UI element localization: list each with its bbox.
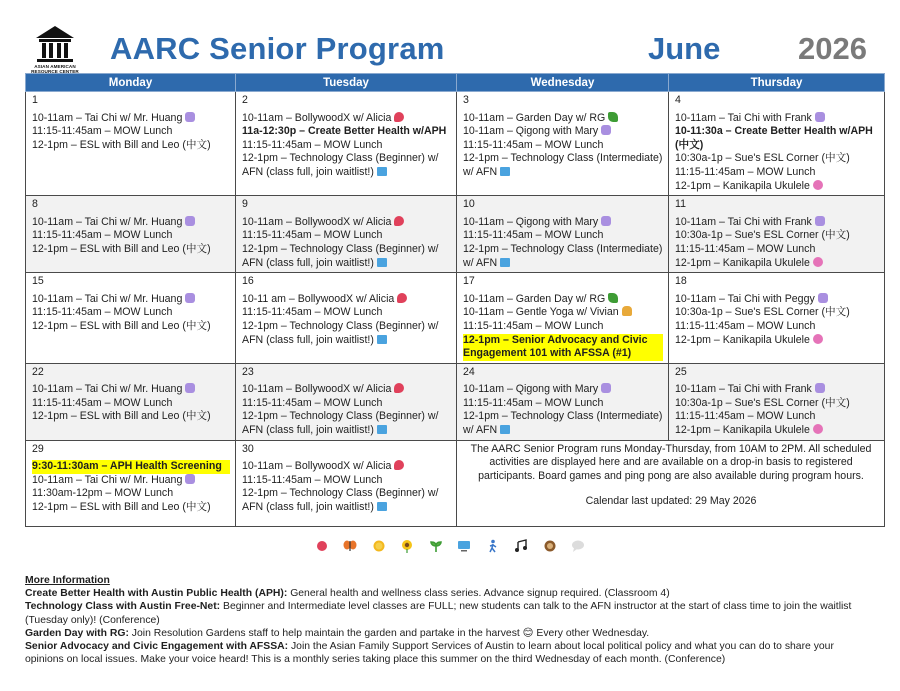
event-text: 12-1pm – Technology Class (Beginner) w/ AFN (class full, join waitlist!)	[242, 410, 439, 437]
event-text: 11:15-11:45am – MOW Lunch	[463, 138, 604, 151]
more-info-text: Join the Asian Family Support Services of Austin to learn about local political policy and what you can do to share your opinions on local issues. Make your voice heard! This is a monthly series taking place this summer on the third Wednesday of each month. (Conference)	[25, 641, 834, 666]
calendar-event	[242, 383, 451, 397]
calendar-event	[242, 487, 451, 514]
calendar-event	[675, 180, 879, 194]
tai-chi-icon	[815, 216, 825, 226]
event-text: 10:30a-1p – Sue's ESL Corner (中文)	[675, 396, 850, 409]
event-text: 10:30a-1p – Sue's ESL Corner (中文)	[675, 229, 850, 242]
calendar-event	[32, 125, 230, 139]
event-text: 11:15-11:45am – MOW Lunch	[675, 410, 816, 423]
event-text: 10-11am – Garden Day w/ RG	[463, 292, 606, 305]
tai-chi-icon	[185, 112, 195, 122]
more-info-text: General health and wellness class series. Advance signup required. (Classroom 4)	[287, 588, 670, 600]
day-header-tuesday: Tuesday	[236, 74, 457, 92]
day-number: 29	[32, 442, 44, 455]
event-text: 10-11am – Qigong with Mary	[463, 125, 599, 138]
tai-chi-icon	[815, 383, 825, 393]
event-text: 12-1pm – ESL with Bill and Leo (中文)	[32, 138, 211, 151]
calendar-event	[32, 243, 230, 257]
computer-icon	[500, 167, 510, 176]
calendar-event	[242, 152, 451, 179]
speech-bubble-icon	[571, 539, 585, 553]
tai-chi-icon	[815, 112, 825, 122]
day-number: 18	[675, 275, 687, 288]
calendar-event	[32, 383, 230, 397]
event-text: 10-11am – Tai Chi w/ Mr. Huang	[32, 215, 183, 228]
day-number: 25	[675, 365, 687, 378]
calendar-event	[32, 501, 230, 515]
computer-icon	[377, 167, 387, 176]
event-text: 10-11am – BollywoodX w/ Alicia	[242, 460, 392, 473]
computer-icon	[377, 425, 387, 434]
yoga-icon	[622, 306, 632, 316]
event-text: 12-1pm – ESL with Bill and Leo (中文)	[32, 319, 211, 332]
calendar-event	[675, 166, 879, 180]
calendar-event	[675, 152, 879, 166]
event-text: 11a-12:30p – Create Better Health w/APH	[242, 125, 447, 138]
day-cell	[26, 363, 236, 440]
event-text: 10-11am – BollywoodX w/ Alicia	[242, 215, 392, 228]
calendar-event	[675, 243, 879, 257]
dance-icon	[397, 293, 407, 303]
calendar-event	[675, 293, 879, 307]
more-info-text: Beginner and Intermediate level classes are FULL; new students can talk to the AFN instructor at the start of class time to join the waitlist (Tuesday only)! (Conference)	[25, 601, 852, 626]
event-text: 10-11am – Qigong with Mary	[463, 383, 599, 396]
day-header-monday: Monday	[26, 74, 236, 92]
sun-icon	[372, 539, 386, 553]
day-number: 9	[242, 198, 248, 211]
garden-icon	[608, 112, 618, 122]
more-info-item	[25, 587, 875, 600]
computer-icon	[500, 258, 510, 267]
calendar-event	[32, 139, 230, 153]
day-number: 8	[32, 198, 38, 211]
event-text: 11:15-11:45am – MOW Lunch	[242, 229, 383, 242]
event-text: 12-1pm – Technology Class (Intermediate) w/ AFN	[463, 242, 663, 269]
person-walking-icon	[486, 539, 500, 553]
more-info-label: Senior Advocacy and Civic Engagement with AFSSA:	[25, 641, 289, 653]
event-text: 12-1pm – ESL with Bill and Leo (中文)	[32, 242, 211, 255]
day-number: 3	[463, 94, 469, 106]
calendar-event	[242, 460, 451, 474]
day-number: 4	[675, 94, 681, 106]
ukulele-icon	[813, 424, 823, 434]
day-cell	[457, 92, 669, 196]
building-icon	[30, 24, 80, 64]
day-number: 30	[242, 442, 254, 455]
event-text: 11:15-11:45am – MOW Lunch	[675, 242, 816, 255]
event-text: 9:30-11:30am – APH Health Screening	[32, 460, 222, 473]
event-text: 12-1pm – Kanikapila Ukulele	[675, 333, 810, 346]
calendar-week-row	[26, 440, 885, 526]
day-cell	[457, 196, 669, 273]
calendar-event	[242, 139, 451, 153]
calendar-event	[675, 397, 879, 411]
calendar-event	[32, 293, 230, 307]
calendar-event	[32, 474, 230, 488]
event-text: 11:15-11:45am – MOW Lunch	[463, 319, 604, 332]
event-text: 11:15-11:45am – MOW Lunch	[675, 165, 816, 178]
aarc-logo	[30, 24, 80, 74]
butterfly-icon	[343, 539, 357, 553]
day-cell	[669, 273, 885, 364]
event-text: 11:30am-12pm – MOW Lunch	[32, 487, 174, 500]
garden-icon	[608, 293, 618, 303]
calendar-event	[463, 306, 663, 320]
more-info-label: Technology Class with Austin Free-Net:	[25, 601, 221, 613]
calendar-event	[463, 293, 663, 307]
calendar-event	[242, 293, 451, 307]
ukulele-icon	[813, 257, 823, 267]
tai-chi-icon	[185, 474, 195, 484]
ukulele-icon	[813, 334, 823, 344]
day-cell	[457, 273, 669, 364]
event-text: 10-11am – Tai Chi w/ Mr. Huang	[32, 292, 183, 305]
event-text: 12-1pm – Technology Class (Beginner) w/ AFN (class full, join waitlist!)	[242, 152, 439, 178]
event-text: 12-1pm – Kanikapila Ukulele	[675, 424, 810, 437]
page-header	[0, 0, 900, 72]
event-text: 10-11am – Tai Chi with Frank	[675, 111, 812, 124]
calendar-event	[32, 306, 230, 320]
day-cell	[457, 363, 669, 440]
calendar-event	[463, 243, 663, 270]
calendar-event	[242, 397, 451, 411]
calendar-event	[32, 320, 230, 334]
day-number: 10	[463, 198, 475, 211]
calendar-event	[675, 229, 879, 243]
day-header-thursday: Thursday	[669, 74, 885, 92]
event-text: 11:15-11:45am – MOW Lunch	[675, 319, 816, 332]
calendar-event	[675, 334, 879, 348]
event-text: 11:15-11:45am – MOW Lunch	[242, 306, 383, 319]
day-cell	[26, 92, 236, 196]
music-notes-icon	[514, 539, 528, 553]
event-text: 10-11am – Tai Chi w/ Mr. Huang	[32, 383, 183, 396]
tai-chi-icon	[185, 293, 195, 303]
event-text: 10-11am – BollywoodX w/ Alicia	[242, 111, 392, 124]
computer-icon	[457, 539, 471, 553]
calendar-event	[463, 229, 663, 243]
calendar-event	[242, 410, 451, 437]
event-text: 12-1pm – Technology Class (Beginner) w/ AFN (class full, join waitlist!)	[242, 319, 439, 346]
day-cell	[236, 92, 457, 196]
event-text: 10-11am – Tai Chi with Frank	[675, 383, 812, 396]
calendar-event	[32, 229, 230, 243]
calendar-event	[463, 125, 663, 139]
event-text: 10-11am – Gentle Yoga w/ Vivian	[463, 306, 619, 319]
calendar-event	[242, 216, 451, 230]
sunflower-icon	[400, 539, 414, 553]
calendar-event	[242, 243, 451, 270]
dance-icon	[394, 216, 404, 226]
calendar-event	[463, 383, 663, 397]
more-info-title: More Information	[25, 575, 110, 586]
calendar-week-row	[26, 196, 885, 273]
calendar-header-row	[26, 74, 885, 92]
calendar-event	[242, 320, 451, 347]
event-text: 10-11am – Tai Chi w/ Mr. Huang	[32, 473, 183, 486]
calendar-event	[675, 112, 879, 126]
calendar-event	[675, 257, 879, 271]
calendar-week-row	[26, 92, 885, 196]
event-text: 11:15-11:45am – MOW Lunch	[463, 396, 604, 409]
event-text: 10-11 am – BollywoodX w/ Alicia	[242, 292, 395, 305]
event-text: 12-1pm – Technology Class (Intermediate) w/ AFN	[463, 152, 663, 178]
calendar-event	[675, 320, 879, 334]
calendar-event	[675, 306, 879, 320]
day-header-wednesday: Wednesday	[457, 74, 669, 92]
calendar-week-row	[26, 363, 885, 440]
calendar-event	[32, 112, 230, 126]
calendar-event	[675, 410, 879, 424]
more-information	[25, 574, 875, 666]
calendar-event	[242, 125, 451, 139]
computer-icon	[377, 335, 387, 344]
event-text: 11:15-11:45am – MOW Lunch	[32, 229, 173, 242]
page-title: AARC Senior Program	[110, 31, 445, 66]
calendar-event	[32, 487, 230, 501]
computer-icon	[500, 425, 510, 434]
more-info-item	[25, 640, 875, 666]
calendar-event	[32, 397, 230, 411]
day-number: 15	[32, 275, 44, 288]
event-text: 12-1pm – Technology Class (Intermediate) w/ AFN	[463, 410, 663, 437]
more-info-text: Join Resolution Gardens staff to help maintain the garden and partake in the harvest 😊 Every other Wednesday.	[128, 627, 650, 639]
calendar-event	[463, 152, 663, 179]
last-updated: Calendar last updated: 29 May 2026	[585, 495, 757, 508]
event-text: 11:15-11:45am – MOW Lunch	[32, 306, 173, 319]
more-info-item	[25, 627, 875, 640]
event-text: 11:15-11:45am – MOW Lunch	[32, 125, 173, 138]
day-number: 23	[242, 365, 254, 378]
day-number: 22	[32, 365, 44, 378]
day-cell	[669, 92, 885, 196]
calendar-body	[26, 92, 885, 527]
event-text: 10-11am – Qigong with Mary	[463, 215, 599, 228]
calendar-event	[463, 139, 663, 153]
month-label: June	[648, 31, 721, 66]
day-number: 17	[463, 275, 475, 288]
event-text: 10-11am – Tai Chi with Frank	[675, 215, 812, 228]
dance-icon	[394, 460, 404, 470]
day-number: 1	[32, 94, 38, 106]
seedling-icon	[429, 539, 443, 553]
day-cell	[26, 273, 236, 364]
event-text: 12-1pm – ESL with Bill and Leo (中文)	[32, 410, 211, 423]
day-cell	[236, 440, 457, 526]
calendar-grid	[25, 73, 885, 527]
day-number: 11	[675, 198, 686, 211]
event-text: 10:30a-1p – Sue's ESL Corner (中文)	[675, 152, 850, 165]
calendar-event	[675, 125, 879, 152]
day-number: 16	[242, 275, 254, 288]
calendar-event	[242, 306, 451, 320]
tai-chi-icon	[601, 216, 611, 226]
calendar-event	[463, 397, 663, 411]
day-cell	[236, 363, 457, 440]
more-info-label: Garden Day with RG:	[25, 627, 129, 639]
ukulele-icon	[813, 180, 823, 190]
calendar-event	[463, 334, 663, 361]
calendar-event	[675, 424, 879, 438]
calendar-event	[463, 216, 663, 230]
event-text: 10-11am – Tai Chi w/ Mr. Huang	[32, 111, 183, 124]
event-text: 11:15-11:45am – MOW Lunch	[242, 396, 383, 409]
day-cell	[669, 363, 885, 440]
computer-icon	[377, 258, 387, 267]
event-text: 10-11am – Garden Day w/ RG	[463, 111, 606, 124]
tai-chi-icon	[185, 383, 195, 393]
calendar-week-row	[26, 273, 885, 364]
dance-icon	[315, 539, 329, 553]
dance-icon	[394, 383, 404, 393]
event-text: 12-1pm – Kanikapila Ukulele	[675, 256, 810, 269]
program-note	[457, 440, 885, 526]
program-note-text: The AARC Senior Program runs Monday-Thursday, from 10AM to 2PM. All scheduled activities are displayed here and are available on a drop-in basis to registered participants. Board games and ping pong are also available during program hours.	[470, 442, 872, 482]
event-text: 11:15-11:45am – MOW Lunch	[242, 138, 383, 151]
day-number: 24	[463, 365, 475, 378]
event-text: 12-1pm – Senior Advocacy and Civic Engagement 101 with AFSSA (#1)	[463, 333, 648, 360]
calendar-event	[242, 112, 451, 126]
tai-chi-icon	[185, 216, 195, 226]
event-text: 10-11am – Tai Chi with Peggy	[675, 292, 815, 305]
event-text: 11:15-11:45am – MOW Lunch	[463, 229, 604, 242]
calendar-event	[32, 460, 230, 474]
computer-icon	[377, 502, 387, 511]
logo-text: ASIAN AMERICAN RESOURCE CENTER	[31, 64, 79, 74]
event-text: 12-1pm – Kanikapila Ukulele	[675, 179, 810, 192]
event-text: 12-1pm – ESL with Bill and Leo (中文)	[32, 501, 211, 514]
more-info-item	[25, 600, 875, 626]
more-info-label: Create Better Health with Austin Public Health (APH):	[25, 588, 288, 600]
tai-chi-icon	[818, 293, 828, 303]
year-label: 2026	[798, 31, 867, 66]
day-number: 2	[242, 94, 248, 106]
event-text: 11:15-11:45am – MOW Lunch	[242, 473, 383, 486]
calendar-event	[463, 410, 663, 437]
calendar-event	[463, 320, 663, 334]
event-text: 12-1pm – Technology Class (Beginner) w/ AFN (class full, join waitlist!)	[242, 487, 439, 514]
event-text: 10-11:30a – Create Better Health w/APH (中文)	[675, 125, 873, 151]
tai-chi-icon	[601, 125, 611, 135]
day-cell	[669, 196, 885, 273]
more-info-list	[25, 587, 875, 666]
day-cell	[26, 440, 236, 526]
calendar-event	[242, 474, 451, 488]
event-text: 10-11am – BollywoodX w/ Alicia	[242, 383, 392, 396]
calendar-event	[675, 216, 879, 230]
calendar-event	[32, 216, 230, 230]
day-cell	[236, 196, 457, 273]
event-text: 11:15-11:45am – MOW Lunch	[32, 396, 173, 409]
calendar-event	[675, 383, 879, 397]
dance-icon	[394, 112, 404, 122]
day-cell	[26, 196, 236, 273]
calendar-event	[242, 229, 451, 243]
calendar-event	[32, 410, 230, 424]
emoji-row	[0, 537, 900, 555]
event-text: 10:30a-1p – Sue's ESL Corner (中文)	[675, 306, 850, 319]
event-text: 12-1pm – Technology Class (Beginner) w/ AFN (class full, join waitlist!)	[242, 242, 439, 269]
tai-chi-icon	[601, 383, 611, 393]
day-cell	[236, 273, 457, 364]
food-bowl-icon	[543, 539, 557, 553]
calendar-event	[463, 112, 663, 126]
